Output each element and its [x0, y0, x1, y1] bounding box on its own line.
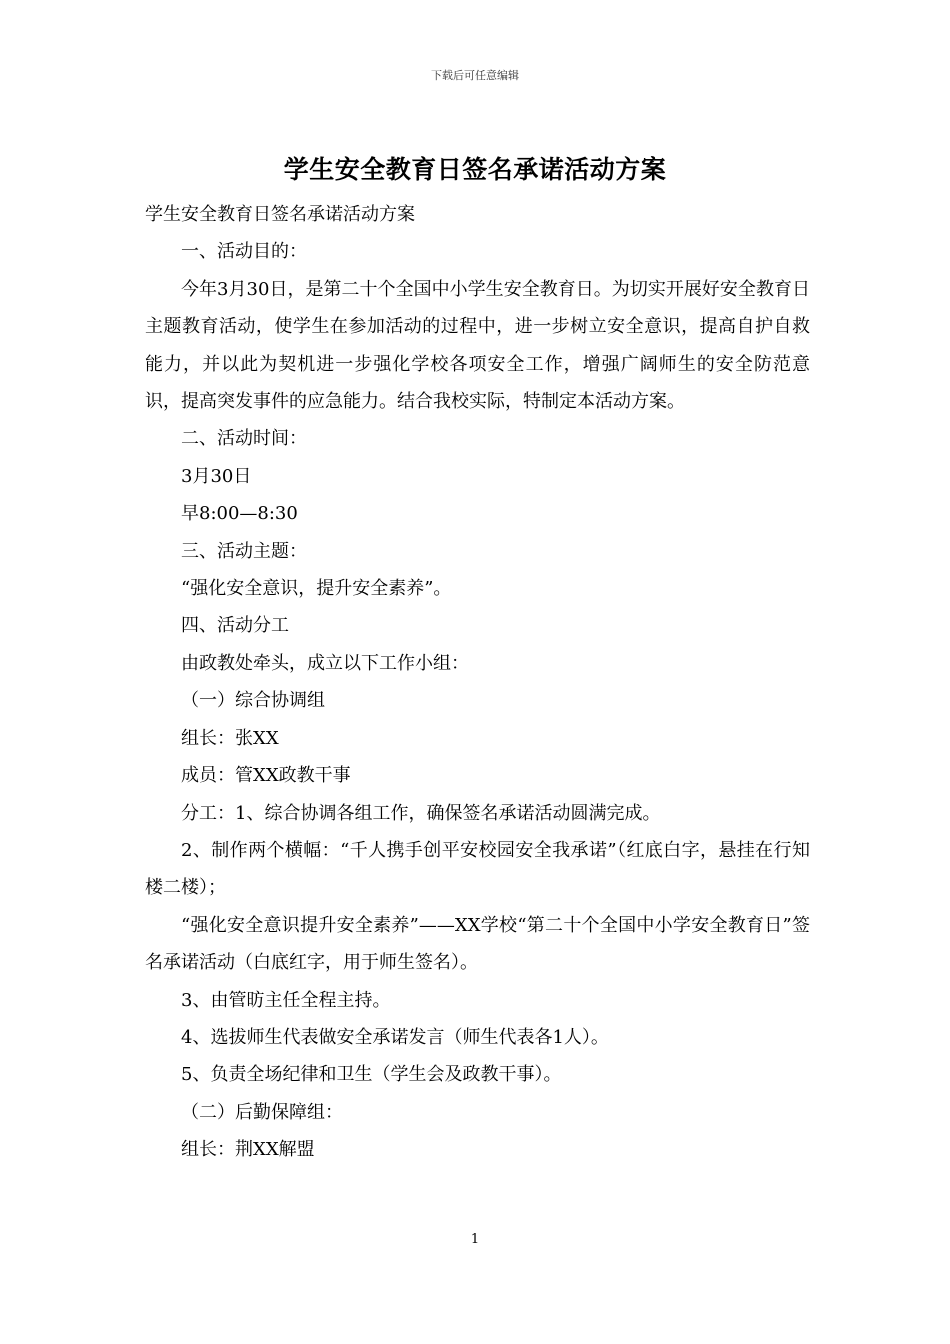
page-number: 1 [470, 1232, 480, 1247]
document-title: 学生安全教育日签名承诺活动方案 [283, 155, 667, 184]
paragraph: 组长：荆XX解盟 [181, 1139, 315, 1161]
paragraph: 2、制作两个横幅：“千人携手创平安校园安全我承诺”（红底白字，悬挂在行知楼二楼）； [145, 839, 810, 899]
document-body [145, 196, 810, 1169]
paragraph: 一、活动目的： [181, 241, 307, 263]
header-note: 下载后可任意编辑 [431, 69, 519, 82]
paragraph: 由政教处牵头，成立以下工作小组： [181, 652, 469, 674]
paragraph: 分工：1、综合协调各组工作，确保签名承诺活动圆满完成。 [181, 802, 661, 824]
paragraph: 学生安全教育日签名承诺活动方案 [145, 204, 415, 225]
paragraph: 3、由管昉主任全程主持。 [181, 989, 391, 1011]
paragraph: 早8:00—8:30 [181, 503, 298, 525]
paragraph: 成员：管XX政教干事 [181, 765, 351, 787]
paragraph: 四、活动分工 [181, 615, 289, 637]
paragraph: （二）后勤保障组： [181, 1101, 343, 1123]
paragraph: 三、活动主题： [181, 540, 307, 562]
paragraph: 二、活动时间： [181, 428, 307, 450]
paragraph: “强化安全意识，提升安全素养”。 [181, 578, 452, 600]
paragraph: 组长：张XX [181, 727, 279, 749]
paragraph: 3月30日 [181, 465, 252, 487]
paragraph: （一）综合协调组 [181, 690, 325, 712]
paragraph: 5、负责全场纪律和卫生（学生会及政教干事）。 [181, 1064, 562, 1086]
paragraph: 4、选拔师生代表做安全承诺发言（师生代表各1人）。 [181, 1026, 609, 1048]
paragraph: “强化安全意识提升安全素养”——XX学校“第二十个全国中小学安全教育日”签名承诺活动（白底红字，用于师生签名）。 [145, 914, 810, 974]
paragraph: 今年3月30日，是第二十个全国中小学生安全教育日。为切实开展好安全教育日主题教育活动，使学生在参加活动的过程中，进一步树立安全意识，提高自护自救能力，并以此为契机进一步强化学校各项安全工作，增强广阔师生的安全防范意识，提高突发事件的应急能力。结合我校实际，特制定本活动方案。 [145, 278, 810, 413]
